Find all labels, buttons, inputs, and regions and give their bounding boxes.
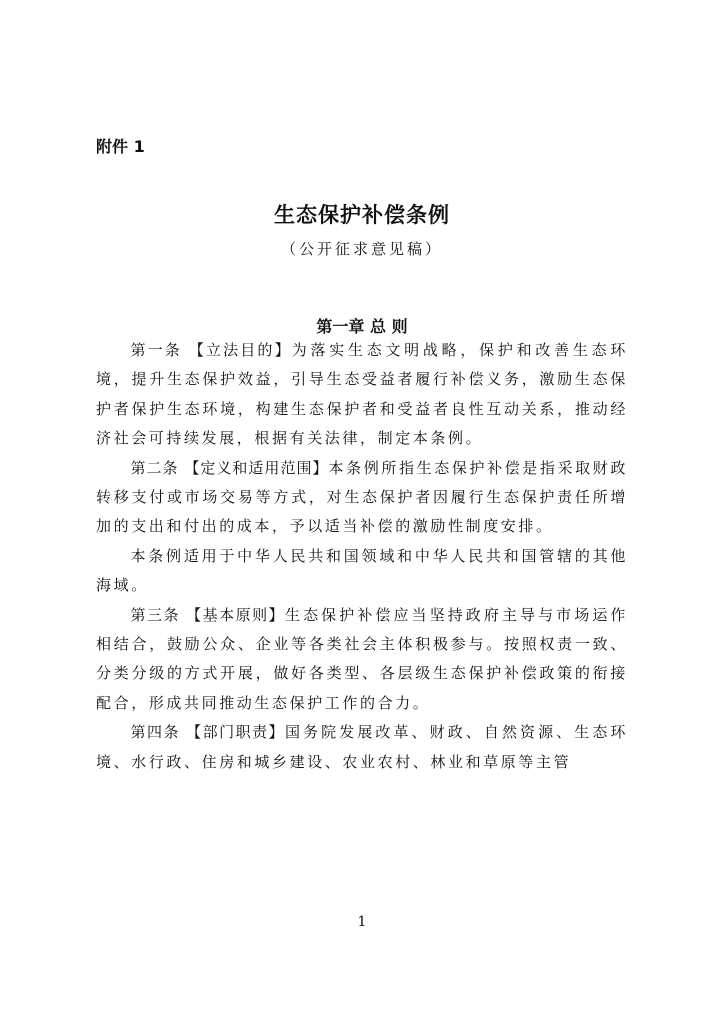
document-title: 生态保护补偿条例 [274, 203, 450, 227]
article-2 [96, 454, 628, 542]
article-heading: 第三条 【基本原则】 [130, 605, 286, 624]
article-text: 国务院发展改革、财政、自然资源、生态环境、水行政、住房和城乡建设、农业农村、林业和草原等主管 [96, 723, 628, 771]
attachment-label: 附件 1 [96, 137, 145, 156]
article-2-scope [96, 542, 628, 601]
article-heading: 第一条 【立法目的】 [130, 341, 292, 359]
article-3 [96, 601, 628, 719]
article-text: 为落实生态文明战略，保护和改善生态环境，提升生态保护效益，引导生态受益者履行补偿义务，激励生态保护者保护生态环境，构建生态保护者和受益者良性互动关系，推动经济社会可持续发展，根据有关法律，制定本条例。 [96, 341, 628, 448]
document-subtitle: （公开征求意见稿） [280, 240, 443, 258]
article-text: 本条例所指生态保护补偿是指采取财政转移支付或市场交易等方式，对生态保护者因履行生态保护责任所增加的支出和付出的成本，予以适当补偿的激励性制度安排。 [96, 458, 629, 536]
document-body [96, 336, 628, 777]
article-heading: 第二条 【定义和适用范围】 [130, 458, 329, 477]
article-heading: 第四条 【部门职责】 [130, 723, 286, 742]
article-text: 本条例适用于中华人民共和国领域和中华人民共和国管辖的其他海域。 [96, 546, 628, 595]
page-number: 1 [357, 914, 367, 930]
article-4 [96, 718, 628, 777]
article-text: 生态保护补偿应当坚持政府主导与市场运作相结合，鼓励公众、企业等各类社会主体积极参与。按照权责一致、分类分级的方式开展，做好各类型、各层级生态保护补偿政策的衔接配合，形成共同推动生态保护工作的合力。 [96, 605, 628, 712]
article-1 [96, 336, 628, 454]
chapter-heading: 第一章 总 则 [316, 317, 408, 336]
